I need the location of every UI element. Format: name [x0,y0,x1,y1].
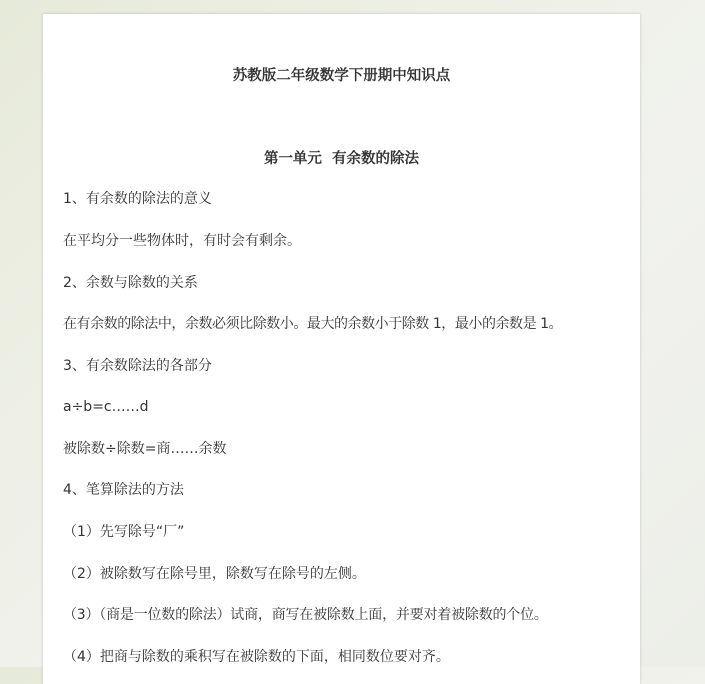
paragraph: a÷b=c……d [63,399,149,415]
unit-title: 第一单元 有余数的除法 [263,151,420,167]
document-title: 苏教版二年级数学下册期中知识点 [232,68,451,84]
paragraph: 4、笔算除法的方法 [63,482,184,498]
paragraph: （2）被除数写在除号里，除数写在除号的左侧。 [63,566,366,582]
paragraph: 在平均分一些物体时，有时会有剩余。 [63,233,301,249]
paragraph: （4）把商与除数的乘积写在被除数的下面，相同数位要对齐。 [63,649,450,665]
paragraph: 3、有余数除法的各部分 [63,358,212,374]
paragraph: 在有余数的除法中，余数必须比除数小。最大的余数小于除数 1，最小的余数是 1。 [63,316,563,332]
paragraph: 1、有余数的除法的意义 [63,191,212,207]
paragraph: （3）（商是一位数的除法）试商，商写在被除数上面，并要对着被除数的个位。 [63,607,548,623]
document-page [43,14,640,684]
paragraph: 2、余数与除数的关系 [63,275,198,291]
paragraph: （1）先写除号“厂” [63,524,185,540]
paragraph: 被除数÷除数=商……余数 [63,441,227,457]
